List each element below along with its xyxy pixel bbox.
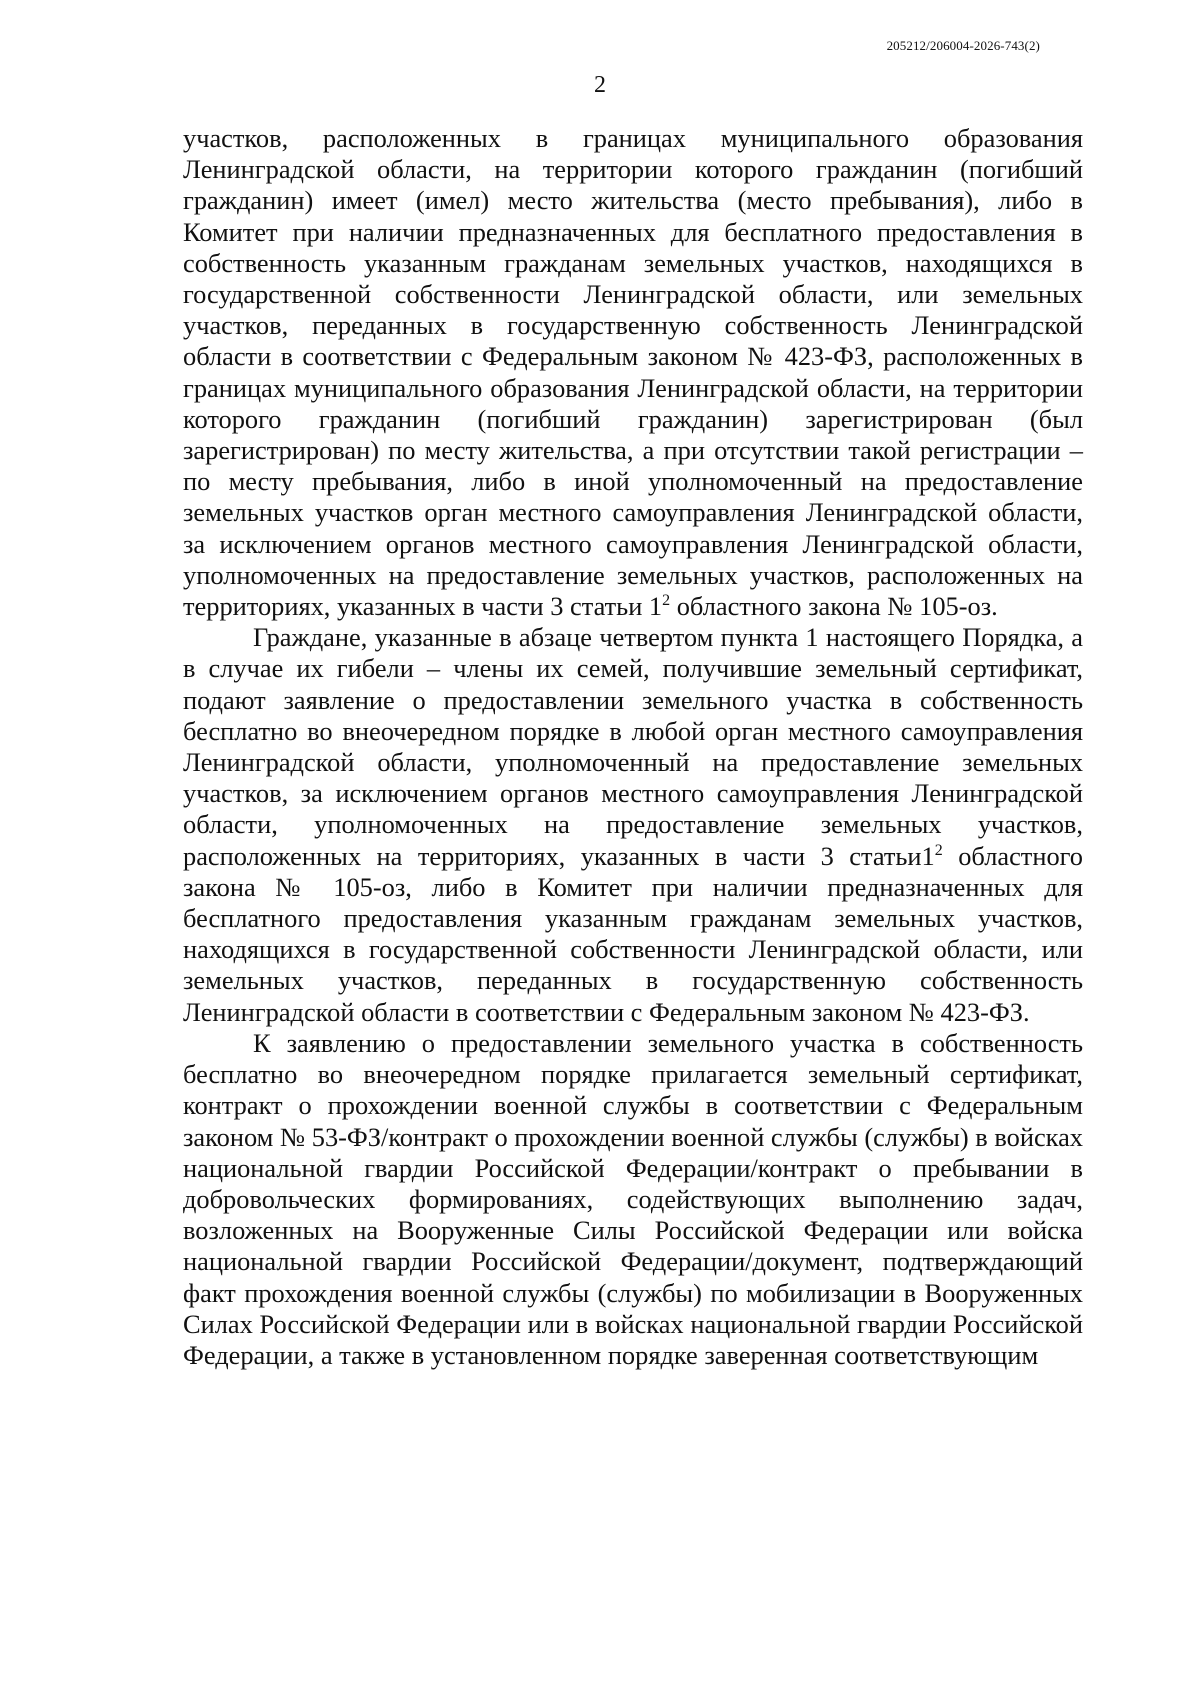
superscript: 2: [934, 841, 943, 859]
text-run: областного закона № 105-оз.: [670, 591, 998, 622]
paragraph-citizens: [183, 622, 1083, 1028]
document-body: [183, 123, 1083, 1371]
text-run: областного закона № 105-оз, либо в Комитет при наличии предназначенных для бесплатного предоставления указанным гражданам земельных участков, находящихся в государственной собственности Ленинградской области, или земельных участков, переданных в государственную собственность Ленинградской области в соответствии с Федеральным законом № 423-ФЗ.: [183, 840, 1083, 1027]
text-run: К заявлению о предоставлении земельного участка в собственность бесплатно во внеочередном порядке прилагается земельный сертификат, контракт о прохождении военной службы в соответствии с Федеральным законом № 53-ФЗ/контракт о прохождении военной службы (службы) в войсках национальной гвардии Российской Федерации/контракт о пребывании в добровольческих формированиях, содействующих выполнению задач, возложенных на Вооруженные Силы Российской Федерации или войска национальной гвардии Российской Федерации/документ, подтверждающий факт прохождения военной службы (службы) по мобилизации в Вооруженных Силах Российской Федерации или в войсках национальной гвардии Российской Федерации, а также в установленном порядке заверенная соответствующим: [183, 1027, 1083, 1370]
superscript: 2: [662, 592, 671, 610]
paragraph-attachments: [183, 1028, 1083, 1371]
text-run: участков, расположенных в границах муниципального образования Ленинградской области, на территории которого гражданин (погибший гражданин) имеет (имел) место жительства (место пребывания), либо в Комитет при наличии предназначенных для бесплатного предоставления в собственность указанным гражданам земельных участков, находящихся в государственной собственности Ленинградской области, или земельных участков, переданных в государственную собственность Ленинградской области в соответствии с Федеральным законом № 423-ФЗ, расположенных в границах муниципального образования Ленинградской области, на территории которого гражданин (погибший гражданин) зарегистрирован (был зарегистрирован) по месту жительства, а при отсутствии такой регистрации – по месту пребывания, либо в иной уполномоченный на предоставление земельных участков орган местного самоуправления Ленинградской области, за исключением органов местного самоуправления Ленинградской области, уполномоченных на предоставление земельных участков, расположенных на территориях, указанных в части 3 статьи 1: [183, 123, 1083, 622]
paragraph-continuation: [183, 123, 1083, 622]
text-run: Граждане, указанные в абзаце четвертом пункта 1 настоящего Порядка, а в случае их гибели – члены их семей, получившие земельный сертификат, подают заявление о предоставлении земельного участка в собственность бесплатно во внеочередном порядке в любой орган местного самоуправления Ленинградской области, уполномоченный на предоставление земельных участков, за исключением органов местного самоуправления Ленинградской области, уполномоченных на предоставление земельных участков, расположенных на территориях, указанных в части 3 статьи1: [183, 622, 1083, 871]
document-registration-number: 205212/206004-2026-743(2): [886, 38, 1040, 53]
page-number: 2: [594, 72, 606, 98]
